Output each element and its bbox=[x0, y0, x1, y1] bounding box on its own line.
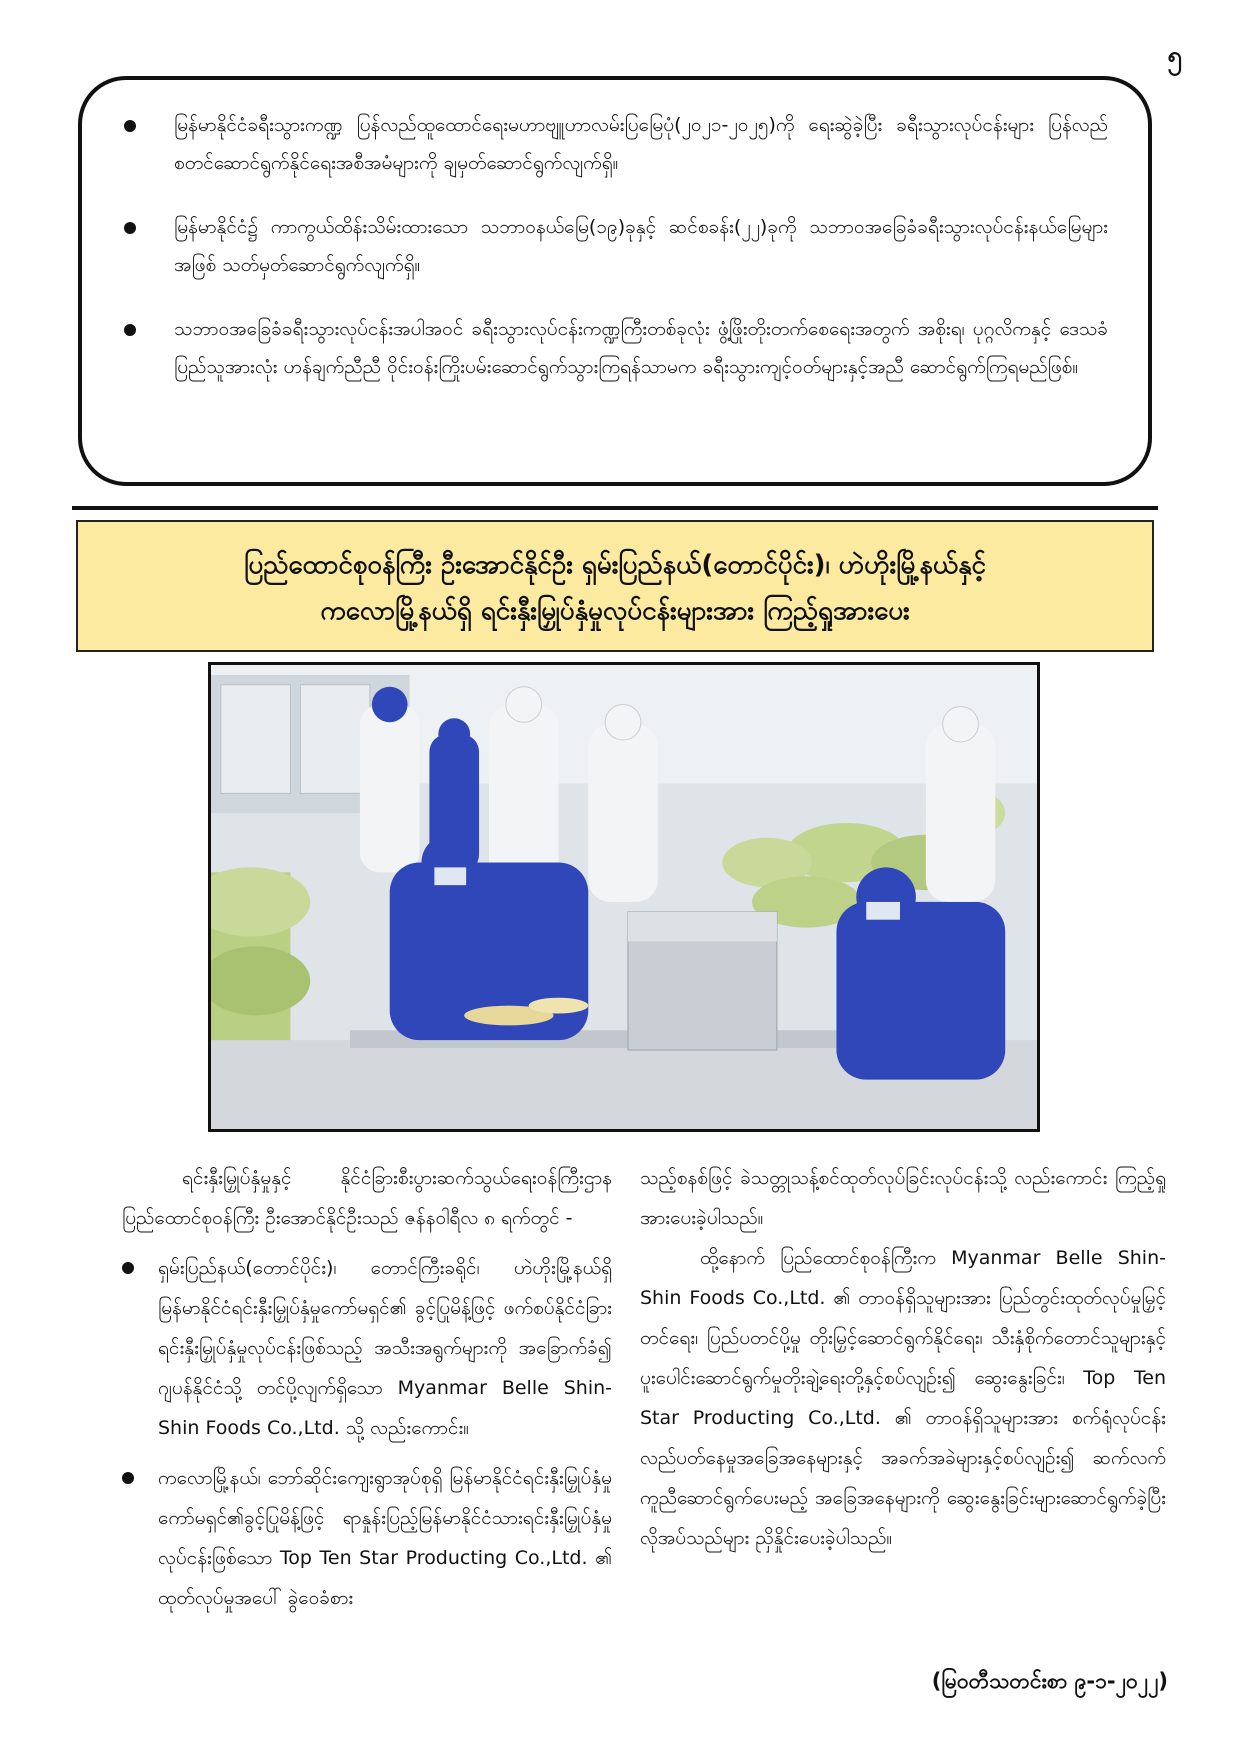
factory-photo bbox=[208, 662, 1040, 1132]
factory-photo-illustration bbox=[211, 665, 1037, 1129]
summary-box bbox=[78, 76, 1152, 486]
article-paragraph: ထို့နောက် ပြည်ထောင်စုဝန်ကြီးက Myanmar Belle Shin-Shin Foods Co.,Ltd. ၏ တာဝန်ရှိသူများအား ပြည်တွင်းထုတ်လုပ်မှုမြှင့်တင်ရေး၊ ပြည်ပတင်ပို့မှု တိုးမြှင့်ဆောင်ရွက်နိုင်ရေး၊ သီးနှံစိုက်တောင်သူများနှင့် ပူးပေါင်းဆောင်ရွက်မှုတိုးချဲ့ရေးတို့နှင့်စပ်လျဉ်း၍ ဆွေးနွေးခြင်း၊ Top Ten Star Producting Co.,Ltd. ၏ တာဝန်ရှိသူများအား စက်ရုံလုပ်ငန်းလည်ပတ်နေမှုအခြေအနေများနှင့် အခက်အခဲများနှင့်စပ်လျဉ်း၍ ဆက်လက်ကူညီဆောင်ရွက်ပေးမည့် အခြေအနေများကို ဆွေးနွေးခြင်းများဆောင်ရွက်ခဲ့ပြီး လိုအပ်သည်များ ညှိနှိုင်းပေးခဲ့ပါသည်။ bbox=[640, 1247, 1166, 1549]
article-continuation: သည့်စနစ်ဖြင့် ခဲသတ္တုသန့်စင်ထုတ်လုပ်ခြင်းလုပ်ငန်းသို့ လည်းကောင်း ကြည့်ရှုအားပေးခဲ့ပါသည်။ bbox=[640, 1167, 1166, 1229]
headline-banner bbox=[76, 520, 1154, 652]
bullet-dot-icon bbox=[122, 1262, 134, 1274]
article-source: (မြဝတီသတင်းစာ ၉-၁-၂၀၂၂) bbox=[931, 1669, 1168, 1693]
summary-bullet-text: သဘာဝအခြေခံခရီးသွားလုပ်ငန်းအပါအဝင် ခရီးသွားလုပ်ငန်းကဏ္ဍကြီးတစ်ခုလုံး ဖွံ့ဖြိုးတိုးတက်စေရေးအတွက် အစိုးရ၊ ပုဂ္ဂလိကနှင့် ဒေသခံပြည်သူအားလုံး ဟန်ချက်ညီညီ ဝိုင်းဝန်းကြိုးပမ်းဆောင်ရွက်သွားကြရန်သာမက ခရီးသွားကျင့်ဝတ်များနှင့်အညီ ဆောင်ရွက်ကြရမည်ဖြစ်။ bbox=[174, 318, 1108, 378]
summary-bullet bbox=[118, 310, 1108, 386]
bullet-dot-icon bbox=[124, 222, 136, 234]
article-bullet bbox=[122, 1248, 612, 1448]
article-bullet-text: ကလောမြို့နယ်၊ ဘော်ဆိုင်းကျေးရွာအုပ်စုရှိ မြန်မာနိုင်ငံရင်းနှီးမြှုပ်နှံမှုကော်မရှင်၏ခွင့်ပြုမိန့်ဖြင့် ရာနှုန်းပြည့်မြန်မာနိုင်ငံသားရင်းနှီးမြှုပ်နှံမှုလုပ်ငန်းဖြစ်သော Top Ten Star Producting Co.,Ltd. ၏ ထုတ်လုပ်မှုအပေါ် ခွဲဝေခံစား bbox=[158, 1467, 612, 1609]
headline-line-1: ပြည်ထောင်စုဝန်ကြီး ဦးအောင်နိုင်ဦး ရှမ်းပြည်နယ်(တောင်ပိုင်း)၊ ဟဲဟိုးမြို့နယ်နှင့် bbox=[244, 550, 986, 580]
article-left-column bbox=[122, 1158, 612, 1618]
article-bullet bbox=[122, 1458, 612, 1618]
article-intro: ရင်းနှီးမြှုပ်နှံမှုနှင့် နိုင်ငံခြားစီးပွားဆက်သွယ်ရေးဝန်ကြီးဌာန ပြည်ထောင်စုဝန်ကြီး ဦးအောင်နိုင်ဦးသည် ဇန်နဝါရီလ ၈ ရက်တွင် - bbox=[122, 1167, 612, 1229]
summary-bullet bbox=[118, 106, 1108, 182]
page-number: ၅ bbox=[1167, 41, 1182, 71]
article-right-column bbox=[640, 1158, 1166, 1558]
summary-bullet-text: မြန်မာနိုင်ငံ၌ ကာကွယ်ထိန်းသိမ်းထားသော သဘာဝနယ်မြေ(၁၉)ခုနှင့် ဆင်စခန်း(၂၂)ခုကို သဘာဝအခြေခံခရီးသွားလုပ်ငန်းနယ်မြေများအဖြစ် သတ်မှတ်ဆောင်ရွက်လျက်ရှိ။ bbox=[174, 216, 1108, 276]
bullet-dot-icon bbox=[124, 324, 136, 336]
summary-bullet bbox=[118, 208, 1108, 284]
summary-bullet-text: မြန်မာနိုင်ငံခရီးသွားကဏ္ဍ ပြန်လည်ထူထောင်ရေးမဟာဗျူဟာလမ်းပြမြေပုံ(၂၀၂၁-၂၀၂၅)ကို ရေးဆွဲခဲ့ပြီး ခရီးသွားလုပ်ငန်းများ ပြန်လည်စတင်ဆောင်ရွက်နိုင်ရေးအစီအမံများကို ချမှတ်ဆောင်ရွက်လျက်ရှိ။ bbox=[174, 114, 1108, 174]
section-separator bbox=[72, 506, 1158, 510]
bullet-dot-icon bbox=[122, 1472, 134, 1484]
article-bullet-text: ရှမ်းပြည်နယ်(တောင်ပိုင်း)၊ တောင်ကြီးခရိုင်၊ ဟဲဟိုးမြို့နယ်ရှိ မြန်မာနိုင်ငံရင်းနှီးမြှုပ်နှံမှုကော်မရှင်၏ ခွင့်ပြုမိန့်ဖြင့် ဖက်စပ်နိုင်ငံခြားရင်းနှီးမြှုပ်နှံမှုလုပ်ငန်းဖြစ်သည့် အသီးအရွက်များကို အခြောက်ခံ၍ ဂျပန်နိုင်ငံသို့ တင်ပို့လျက်ရှိသော Myanmar Belle Shin- Shin Foods Co.,Ltd. သို့ လည်းကောင်း။ bbox=[158, 1257, 612, 1439]
headline-line-2: ကလောမြို့နယ်ရှိ ရင်းနှီးမြှုပ်နှံမှုလုပ်ငန်းများအား ကြည့်ရှုအားပေး bbox=[320, 596, 910, 626]
bullet-dot-icon bbox=[124, 120, 136, 132]
